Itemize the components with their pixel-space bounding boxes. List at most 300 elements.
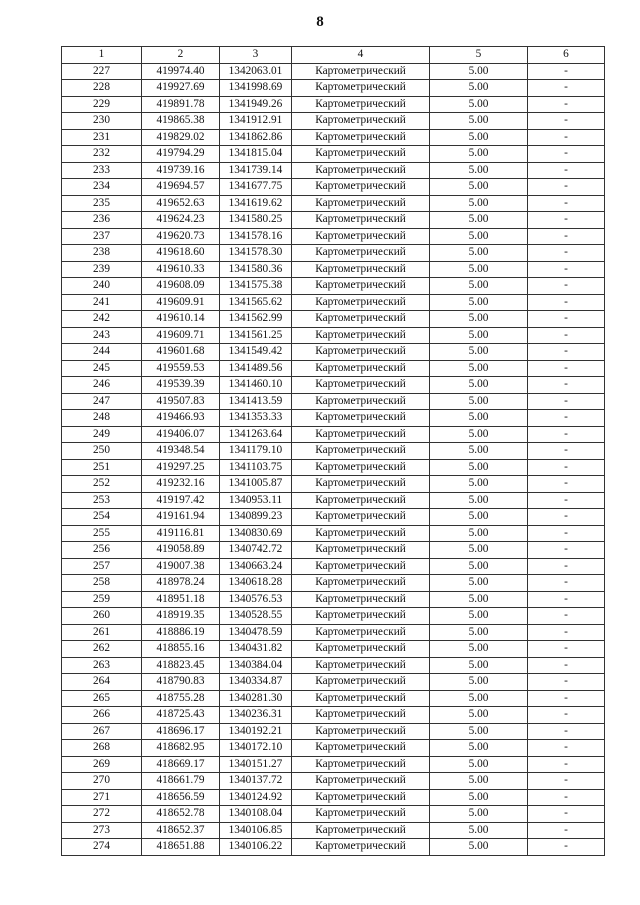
x-coordinate-cell: 418661.79 [142, 773, 220, 790]
point-number-cell: 240 [62, 278, 142, 295]
method-cell: Картометрический [292, 492, 430, 509]
table-row [62, 657, 605, 674]
table-row [62, 212, 605, 229]
accuracy-cell: 5.00 [430, 492, 528, 509]
x-coordinate-cell: 418919.35 [142, 608, 220, 625]
note-cell: - [528, 608, 605, 625]
accuracy-cell: 5.00 [430, 839, 528, 856]
x-coordinate-cell: 419297.25 [142, 459, 220, 476]
table-row [62, 393, 605, 410]
table-row [62, 261, 605, 278]
x-coordinate-cell: 419610.14 [142, 311, 220, 328]
table-row [62, 228, 605, 245]
point-number-cell: 273 [62, 822, 142, 839]
point-number-cell: 262 [62, 641, 142, 658]
table-row [62, 129, 605, 146]
note-cell: - [528, 575, 605, 592]
x-coordinate-cell: 418725.43 [142, 707, 220, 724]
y-coordinate-cell: 1341549.42 [220, 344, 292, 361]
note-cell: - [528, 707, 605, 724]
point-number-cell: 233 [62, 162, 142, 179]
column-header-2: 2 [142, 47, 220, 64]
point-number-cell: 241 [62, 294, 142, 311]
method-cell: Картометрический [292, 162, 430, 179]
accuracy-cell: 5.00 [430, 525, 528, 542]
x-coordinate-cell: 419116.81 [142, 525, 220, 542]
note-cell: - [528, 641, 605, 658]
accuracy-cell: 5.00 [430, 756, 528, 773]
y-coordinate-cell: 1340172.10 [220, 740, 292, 757]
note-cell: - [528, 195, 605, 212]
y-coordinate-cell: 1340124.92 [220, 789, 292, 806]
point-number-cell: 267 [62, 723, 142, 740]
note-cell: - [528, 179, 605, 196]
y-coordinate-cell: 1341619.62 [220, 195, 292, 212]
note-cell: - [528, 311, 605, 328]
method-cell: Картометрический [292, 327, 430, 344]
accuracy-cell: 5.00 [430, 278, 528, 295]
note-cell: - [528, 476, 605, 493]
x-coordinate-cell: 419865.38 [142, 113, 220, 130]
method-cell: Картометрический [292, 129, 430, 146]
accuracy-cell: 5.00 [430, 377, 528, 394]
point-number-cell: 228 [62, 80, 142, 97]
note-cell: - [528, 212, 605, 229]
accuracy-cell: 5.00 [430, 657, 528, 674]
table-row [62, 822, 605, 839]
table-row [62, 459, 605, 476]
column-header-3: 3 [220, 47, 292, 64]
point-number-cell: 256 [62, 542, 142, 559]
table-row [62, 773, 605, 790]
x-coordinate-cell: 419559.53 [142, 360, 220, 377]
accuracy-cell: 5.00 [430, 674, 528, 691]
accuracy-cell: 5.00 [430, 558, 528, 575]
header-row [62, 47, 605, 64]
table-row [62, 410, 605, 427]
column-header-5: 5 [430, 47, 528, 64]
y-coordinate-cell: 1340528.55 [220, 608, 292, 625]
method-cell: Картометрический [292, 113, 430, 130]
y-coordinate-cell: 1340281.30 [220, 690, 292, 707]
note-cell: - [528, 344, 605, 361]
table-row [62, 591, 605, 608]
table-row [62, 195, 605, 212]
method-cell: Картометрический [292, 591, 430, 608]
table-row [62, 344, 605, 361]
note-cell: - [528, 492, 605, 509]
accuracy-cell: 5.00 [430, 690, 528, 707]
x-coordinate-cell: 419197.42 [142, 492, 220, 509]
y-coordinate-cell: 1340108.04 [220, 806, 292, 823]
x-coordinate-cell: 419829.02 [142, 129, 220, 146]
table-row [62, 608, 605, 625]
method-cell: Картометрический [292, 822, 430, 839]
note-cell: - [528, 129, 605, 146]
y-coordinate-cell: 1341578.16 [220, 228, 292, 245]
method-cell: Картометрический [292, 393, 430, 410]
table-row [62, 674, 605, 691]
method-cell: Картометрический [292, 608, 430, 625]
y-coordinate-cell: 1340384.04 [220, 657, 292, 674]
y-coordinate-cell: 1341561.25 [220, 327, 292, 344]
x-coordinate-cell: 418656.59 [142, 789, 220, 806]
y-coordinate-cell: 1341580.36 [220, 261, 292, 278]
note-cell: - [528, 756, 605, 773]
method-cell: Картометрический [292, 690, 430, 707]
accuracy-cell: 5.00 [430, 806, 528, 823]
x-coordinate-cell: 418886.19 [142, 624, 220, 641]
x-coordinate-cell: 419610.33 [142, 261, 220, 278]
accuracy-cell: 5.00 [430, 80, 528, 97]
point-number-cell: 250 [62, 443, 142, 460]
method-cell: Картометрический [292, 740, 430, 757]
point-number-cell: 232 [62, 146, 142, 163]
accuracy-cell: 5.00 [430, 195, 528, 212]
x-coordinate-cell: 419161.94 [142, 509, 220, 526]
note-cell: - [528, 542, 605, 559]
method-cell: Картометрический [292, 641, 430, 658]
point-number-cell: 238 [62, 245, 142, 262]
note-cell: - [528, 113, 605, 130]
y-coordinate-cell: 1340106.85 [220, 822, 292, 839]
table-row [62, 162, 605, 179]
x-coordinate-cell: 419739.16 [142, 162, 220, 179]
y-coordinate-cell: 1340899.23 [220, 509, 292, 526]
point-number-cell: 253 [62, 492, 142, 509]
accuracy-cell: 5.00 [430, 542, 528, 559]
point-number-cell: 229 [62, 96, 142, 113]
accuracy-cell: 5.00 [430, 509, 528, 526]
method-cell: Картометрический [292, 558, 430, 575]
accuracy-cell: 5.00 [430, 179, 528, 196]
y-coordinate-cell: 1340137.72 [220, 773, 292, 790]
table-row [62, 690, 605, 707]
point-number-cell: 254 [62, 509, 142, 526]
method-cell: Картометрический [292, 426, 430, 443]
x-coordinate-cell: 419609.91 [142, 294, 220, 311]
point-number-cell: 247 [62, 393, 142, 410]
accuracy-cell: 5.00 [430, 393, 528, 410]
method-cell: Картометрический [292, 80, 430, 97]
point-number-cell: 274 [62, 839, 142, 856]
accuracy-cell: 5.00 [430, 212, 528, 229]
method-cell: Картометрический [292, 311, 430, 328]
table-row [62, 179, 605, 196]
x-coordinate-cell: 419891.78 [142, 96, 220, 113]
y-coordinate-cell: 1341489.56 [220, 360, 292, 377]
table-row [62, 509, 605, 526]
point-number-cell: 246 [62, 377, 142, 394]
accuracy-cell: 5.00 [430, 228, 528, 245]
table-row [62, 707, 605, 724]
method-cell: Картометрический [292, 806, 430, 823]
table-row [62, 492, 605, 509]
table-row [62, 443, 605, 460]
y-coordinate-cell: 1342063.01 [220, 63, 292, 80]
point-number-cell: 239 [62, 261, 142, 278]
x-coordinate-cell: 419794.29 [142, 146, 220, 163]
x-coordinate-cell: 419620.73 [142, 228, 220, 245]
table-row [62, 641, 605, 658]
y-coordinate-cell: 1341912.91 [220, 113, 292, 130]
note-cell: - [528, 426, 605, 443]
y-coordinate-cell: 1340742.72 [220, 542, 292, 559]
column-header-6: 6 [528, 47, 605, 64]
table-row [62, 80, 605, 97]
y-coordinate-cell: 1340663.24 [220, 558, 292, 575]
x-coordinate-cell: 419466.93 [142, 410, 220, 427]
note-cell: - [528, 327, 605, 344]
table-body [62, 63, 605, 855]
accuracy-cell: 5.00 [430, 624, 528, 641]
y-coordinate-cell: 1340236.31 [220, 707, 292, 724]
accuracy-cell: 5.00 [430, 459, 528, 476]
y-coordinate-cell: 1341263.64 [220, 426, 292, 443]
x-coordinate-cell: 419348.54 [142, 443, 220, 460]
y-coordinate-cell: 1340618.28 [220, 575, 292, 592]
method-cell: Картометрический [292, 839, 430, 856]
accuracy-cell: 5.00 [430, 96, 528, 113]
method-cell: Картометрический [292, 261, 430, 278]
method-cell: Картометрический [292, 294, 430, 311]
y-coordinate-cell: 1340192.21 [220, 723, 292, 740]
method-cell: Картометрический [292, 179, 430, 196]
note-cell: - [528, 773, 605, 790]
accuracy-cell: 5.00 [430, 63, 528, 80]
note-cell: - [528, 80, 605, 97]
point-number-cell: 255 [62, 525, 142, 542]
accuracy-cell: 5.00 [430, 822, 528, 839]
table-row [62, 377, 605, 394]
accuracy-cell: 5.00 [430, 360, 528, 377]
note-cell: - [528, 822, 605, 839]
method-cell: Картометрический [292, 146, 430, 163]
method-cell: Картометрический [292, 575, 430, 592]
method-cell: Картометрический [292, 509, 430, 526]
accuracy-cell: 5.00 [430, 591, 528, 608]
table-row [62, 63, 605, 80]
table-row [62, 542, 605, 559]
table-row [62, 723, 605, 740]
point-number-cell: 258 [62, 575, 142, 592]
x-coordinate-cell: 419608.09 [142, 278, 220, 295]
point-number-cell: 235 [62, 195, 142, 212]
note-cell: - [528, 294, 605, 311]
x-coordinate-cell: 418978.24 [142, 575, 220, 592]
accuracy-cell: 5.00 [430, 162, 528, 179]
method-cell: Картометрический [292, 245, 430, 262]
method-cell: Картометрический [292, 195, 430, 212]
y-coordinate-cell: 1340576.53 [220, 591, 292, 608]
accuracy-cell: 5.00 [430, 294, 528, 311]
method-cell: Картометрический [292, 63, 430, 80]
note-cell: - [528, 558, 605, 575]
table-row [62, 311, 605, 328]
note-cell: - [528, 806, 605, 823]
accuracy-cell: 5.00 [430, 311, 528, 328]
note-cell: - [528, 245, 605, 262]
x-coordinate-cell: 418652.37 [142, 822, 220, 839]
accuracy-cell: 5.00 [430, 575, 528, 592]
method-cell: Картометрический [292, 476, 430, 493]
note-cell: - [528, 657, 605, 674]
note-cell: - [528, 377, 605, 394]
x-coordinate-cell: 418855.16 [142, 641, 220, 658]
method-cell: Картометрический [292, 443, 430, 460]
accuracy-cell: 5.00 [430, 707, 528, 724]
note-cell: - [528, 360, 605, 377]
y-coordinate-cell: 1340334.87 [220, 674, 292, 691]
accuracy-cell: 5.00 [430, 443, 528, 460]
note-cell: - [528, 509, 605, 526]
y-coordinate-cell: 1341862.86 [220, 129, 292, 146]
y-coordinate-cell: 1341677.75 [220, 179, 292, 196]
method-cell: Картометрический [292, 360, 430, 377]
accuracy-cell: 5.00 [430, 789, 528, 806]
table-row [62, 806, 605, 823]
x-coordinate-cell: 419624.23 [142, 212, 220, 229]
table-row [62, 278, 605, 295]
note-cell: - [528, 723, 605, 740]
table-row [62, 756, 605, 773]
x-coordinate-cell: 418951.18 [142, 591, 220, 608]
accuracy-cell: 5.00 [430, 723, 528, 740]
x-coordinate-cell: 419652.63 [142, 195, 220, 212]
note-cell: - [528, 839, 605, 856]
x-coordinate-cell: 419539.39 [142, 377, 220, 394]
point-number-cell: 260 [62, 608, 142, 625]
point-number-cell: 252 [62, 476, 142, 493]
x-coordinate-cell: 418652.78 [142, 806, 220, 823]
method-cell: Картометрический [292, 707, 430, 724]
column-header-1: 1 [62, 47, 142, 64]
table-row [62, 740, 605, 757]
x-coordinate-cell: 418790.83 [142, 674, 220, 691]
note-cell: - [528, 146, 605, 163]
method-cell: Картометрический [292, 789, 430, 806]
y-coordinate-cell: 1340431.82 [220, 641, 292, 658]
y-coordinate-cell: 1341580.25 [220, 212, 292, 229]
x-coordinate-cell: 419058.89 [142, 542, 220, 559]
note-cell: - [528, 261, 605, 278]
y-coordinate-cell: 1341562.99 [220, 311, 292, 328]
point-number-cell: 266 [62, 707, 142, 724]
accuracy-cell: 5.00 [430, 476, 528, 493]
x-coordinate-cell: 418823.45 [142, 657, 220, 674]
point-number-cell: 227 [62, 63, 142, 80]
point-number-cell: 244 [62, 344, 142, 361]
point-number-cell: 270 [62, 773, 142, 790]
table-row [62, 294, 605, 311]
accuracy-cell: 5.00 [430, 261, 528, 278]
method-cell: Картометрический [292, 410, 430, 427]
note-cell: - [528, 674, 605, 691]
point-number-cell: 231 [62, 129, 142, 146]
method-cell: Картометрический [292, 525, 430, 542]
y-coordinate-cell: 1341179.10 [220, 443, 292, 460]
table-row [62, 476, 605, 493]
y-coordinate-cell: 1341565.62 [220, 294, 292, 311]
y-coordinate-cell: 1341815.04 [220, 146, 292, 163]
accuracy-cell: 5.00 [430, 608, 528, 625]
note-cell: - [528, 162, 605, 179]
table-row [62, 96, 605, 113]
note-cell: - [528, 278, 605, 295]
point-number-cell: 245 [62, 360, 142, 377]
point-number-cell: 237 [62, 228, 142, 245]
method-cell: Картометрический [292, 773, 430, 790]
x-coordinate-cell: 419232.16 [142, 476, 220, 493]
y-coordinate-cell: 1341739.14 [220, 162, 292, 179]
point-number-cell: 261 [62, 624, 142, 641]
method-cell: Картометрический [292, 96, 430, 113]
accuracy-cell: 5.00 [430, 773, 528, 790]
x-coordinate-cell: 418651.88 [142, 839, 220, 856]
table-row [62, 245, 605, 262]
x-coordinate-cell: 419609.71 [142, 327, 220, 344]
page-number: 8 [316, 14, 324, 30]
table-row [62, 839, 605, 856]
x-coordinate-cell: 418682.95 [142, 740, 220, 757]
table-row [62, 575, 605, 592]
method-cell: Картометрический [292, 459, 430, 476]
point-number-cell: 263 [62, 657, 142, 674]
point-number-cell: 251 [62, 459, 142, 476]
table-row [62, 360, 605, 377]
table-row [62, 789, 605, 806]
point-number-cell: 234 [62, 179, 142, 196]
method-cell: Картометрический [292, 212, 430, 229]
x-coordinate-cell: 418669.17 [142, 756, 220, 773]
accuracy-cell: 5.00 [430, 245, 528, 262]
point-number-cell: 269 [62, 756, 142, 773]
y-coordinate-cell: 1341998.69 [220, 80, 292, 97]
y-coordinate-cell: 1340478.59 [220, 624, 292, 641]
accuracy-cell: 5.00 [430, 344, 528, 361]
note-cell: - [528, 393, 605, 410]
column-header-4: 4 [292, 47, 430, 64]
accuracy-cell: 5.00 [430, 129, 528, 146]
table-header [62, 47, 605, 64]
table-row [62, 146, 605, 163]
x-coordinate-cell: 419507.83 [142, 393, 220, 410]
table-row [62, 558, 605, 575]
x-coordinate-cell: 419601.68 [142, 344, 220, 361]
y-coordinate-cell: 1341353.33 [220, 410, 292, 427]
x-coordinate-cell: 419927.69 [142, 80, 220, 97]
point-number-cell: 242 [62, 311, 142, 328]
accuracy-cell: 5.00 [430, 113, 528, 130]
y-coordinate-cell: 1340151.27 [220, 756, 292, 773]
y-coordinate-cell: 1341575.38 [220, 278, 292, 295]
note-cell: - [528, 789, 605, 806]
y-coordinate-cell: 1340106.22 [220, 839, 292, 856]
table-row [62, 327, 605, 344]
x-coordinate-cell: 418696.17 [142, 723, 220, 740]
x-coordinate-cell: 419694.57 [142, 179, 220, 196]
point-number-cell: 248 [62, 410, 142, 427]
note-cell: - [528, 591, 605, 608]
x-coordinate-cell: 419974.40 [142, 63, 220, 80]
point-number-cell: 272 [62, 806, 142, 823]
table-row [62, 113, 605, 130]
point-number-cell: 271 [62, 789, 142, 806]
method-cell: Картометрический [292, 756, 430, 773]
note-cell: - [528, 525, 605, 542]
note-cell: - [528, 410, 605, 427]
point-number-cell: 268 [62, 740, 142, 757]
